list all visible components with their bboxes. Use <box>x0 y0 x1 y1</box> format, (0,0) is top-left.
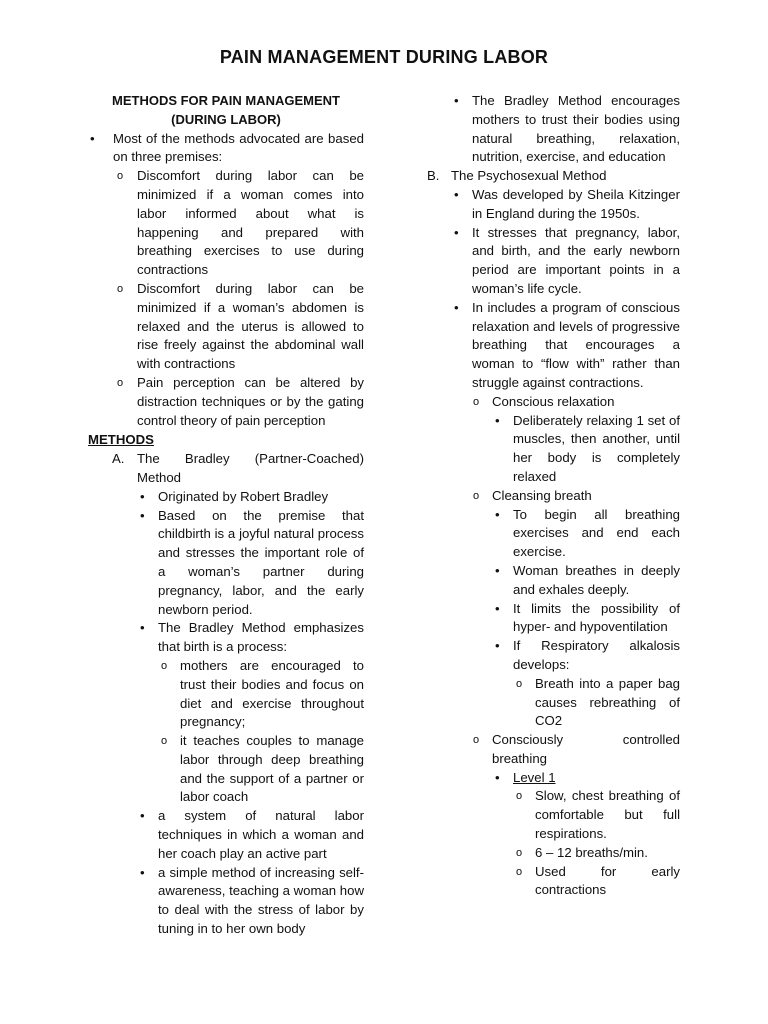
methods-list <box>112 450 364 939</box>
list-item: • Woman breathes in deeply and exhales deeply. <box>495 562 680 597</box>
methods-heading: METHODS <box>88 432 154 448</box>
list-item: • The Bradley Method emphasizes that birth is a process: o mothers are encouraged to trust their bodies and focus on diet and exercise throughout pregnancy; o it teaches couples to manage labor through deep breathing and the support of a partner or labor coach <box>137 619 364 807</box>
list-item: o Discomfort during labor can be minimized if a woman’s abdomen is relaxed and the uterus is allowed to rise freely against the abdominal wall with contractions <box>117 280 364 372</box>
list-item: o Pain perception can be altered by distraction techniques or by the gating control theory of pain perception <box>117 374 364 428</box>
bradley-points <box>137 488 364 939</box>
level-1-points <box>513 787 680 900</box>
circle-bullet-icon: o <box>473 395 480 408</box>
circle-bullet-icon: o <box>516 846 523 859</box>
bullet-icon: • <box>454 93 459 108</box>
circle-bullet-icon: o <box>117 376 124 389</box>
circle-bullet-icon: o <box>117 282 124 295</box>
list-item: • It stresses that pregnancy, labor, and birth, and the early newborn period are important points in a woman’s life cycle. <box>454 224 680 296</box>
list-item: o it teaches couples to manage labor through deep breathing and the support of a partner or labor coach <box>161 733 364 805</box>
circle-bullet-icon: o <box>516 865 523 878</box>
bullet-icon: • <box>140 808 145 824</box>
letter-marker: A. <box>112 451 125 467</box>
list-item: o Consciously controlled breathing • Level 1 o Slow, chest breathing of comfortable but full respirations. o 6 – 12 breaths/min. o Used for early contractions <box>470 731 680 900</box>
bradley-encourages-list <box>451 92 680 167</box>
method-a-title: The Bradley (Partner-Coached) Method <box>137 451 364 485</box>
list-item: o Cleansing breath • To begin all breathing exercises and end each exercise. • Woman breathes in deeply and exhales deeply. • It limits the possibility of hyper- and hypoventilation • If Respiratory alkalosis develops: o Breath into a paper bag causes rebreathing of CO2 <box>470 487 680 731</box>
level-1-label: Level 1 <box>513 769 556 785</box>
list-item: o Breath into a paper bag causes rebreathing of CO2 <box>516 675 680 729</box>
circle-bullet-icon: o <box>117 170 124 183</box>
circle-bullet-icon: o <box>161 659 168 672</box>
psychosexual-points <box>451 186 680 900</box>
level-list <box>492 769 680 901</box>
list-item: o Slow, chest breathing of comfortable but full respirations. <box>516 788 680 842</box>
premise-sublist <box>113 167 364 430</box>
cleansing-points <box>492 506 680 732</box>
list-item: • It limits the possibility of hyper- and hypoventilation <box>495 600 680 635</box>
bullet-icon: • <box>495 769 500 785</box>
list-item: • To begin all breathing exercises and end each exercise. <box>495 506 680 560</box>
left-column <box>88 92 364 939</box>
bullet-icon: • <box>140 620 145 636</box>
bullet-icon: • <box>140 488 145 504</box>
list-item: • If Respiratory alkalosis develops: o Breath into a paper bag causes rebreathing of CO2 <box>492 637 680 731</box>
list-item: • Originated by Robert Bradley <box>137 488 364 507</box>
list-item: • The Bradley Method encourages mothers to trust their bodies using natural breathing, relaxation, nutrition, exercise, and education <box>454 93 680 165</box>
circle-bullet-icon: o <box>161 735 168 748</box>
method-b <box>425 167 680 900</box>
relaxation-points <box>492 412 680 487</box>
list-item: o 6 – 12 breaths/min. <box>513 844 680 863</box>
list-item: • Based on the premise that childbirth is a joyful natural process and stresses the important role of a woman’s partner during pregnancy, labor, and the early newborn period. <box>140 507 364 617</box>
bullet-icon: • <box>140 864 145 880</box>
bullet-icon: • <box>90 130 95 146</box>
bullet-icon: • <box>140 507 145 523</box>
bullet-icon: • <box>454 186 459 202</box>
list-item: o mothers are encouraged to trust their bodies and focus on diet and exercise throughout pregnancy; <box>161 657 364 730</box>
document-title: PAIN MANAGEMENT DURING LABOR <box>219 47 549 67</box>
circle-bullet-icon: o <box>516 790 523 803</box>
list-item: • In includes a program of conscious relaxation and levels of progressive breathing that encourages a woman to “flow with” rather than struggle against contractions. o Conscious relaxation • Deliberately relaxing 1 set of muscles, then another, until her body is completely relaxed o Cleansing breath • To begin all breathing exercises and end each exercise. • Woman breathes in deeply and exhales deeply. • It limits the possibility of hyper- and hypoventilation • If Respiratory alkalosis develops: o Breath into a paper bag causes rebreathing of CO2 o Consciously controlled breathing • Level 1 o Slow, chest breathing of comfortable but full respirations. o 6 – 12 breaths/min. o Used for early contractions <box>451 299 680 901</box>
premises-list <box>88 130 364 431</box>
list-item: o Used for early contractions <box>516 863 680 898</box>
circle-bullet-icon: o <box>473 489 480 502</box>
list-item <box>492 769 680 901</box>
methods-list-continued <box>425 167 680 900</box>
list-item: o Conscious relaxation • Deliberately relaxing 1 set of muscles, then another, until her body is completely relaxed <box>470 393 680 487</box>
circle-bullet-icon: o <box>516 677 523 690</box>
list-item: • Was developed by Sheila Kitzinger in England during the 1950s. <box>454 186 680 221</box>
bullet-icon: • <box>495 600 500 616</box>
bullet-icon: • <box>495 506 500 522</box>
bullet-icon: • <box>495 562 500 578</box>
alkalosis-list <box>513 675 680 731</box>
list-item: • a system of natural labor techniques in which a woman and her coach play an active part <box>140 808 364 861</box>
method-a <box>112 450 364 939</box>
circle-bullet-icon: o <box>473 734 480 747</box>
list-item: • Deliberately relaxing 1 set of muscles, then another, until her body is completely relaxed <box>495 412 680 484</box>
list-item: • Most of the methods advocated are based on three premises: o Discomfort during labor can be minimized if a woman comes into labor informed about what is happening and prepared with breathing exercises to use during contractions o Discomfort during labor can be minimized if a woman’s abdomen is relaxed and the uterus is allowed to rise freely against the abdominal wall with contractions o Pain perception can be altered by distraction techniques or by the gating control theory of pain perception <box>88 130 364 431</box>
process-sublist <box>158 657 364 807</box>
right-column <box>425 92 680 900</box>
technique-list <box>470 393 680 901</box>
method-b-title: The Psychosexual Method <box>451 168 607 184</box>
bullet-icon: • <box>495 638 500 654</box>
section-heading: METHODS FOR PAIN MANAGEMENT (DURING LABOR) <box>112 93 340 127</box>
bullet-icon: • <box>454 299 459 315</box>
bullet-icon: • <box>495 412 500 428</box>
bullet-icon: • <box>454 224 459 240</box>
list-item: o Discomfort during labor can be minimized if a woman comes into labor informed about what is happening and prepared with breathing exercises to use during contractions <box>117 168 364 278</box>
letter-marker: B. <box>427 168 440 184</box>
list-item: • a simple method of increasing self-awareness, teaching a woman how to deal with the stress of labor by tuning in to her own body <box>140 864 364 937</box>
